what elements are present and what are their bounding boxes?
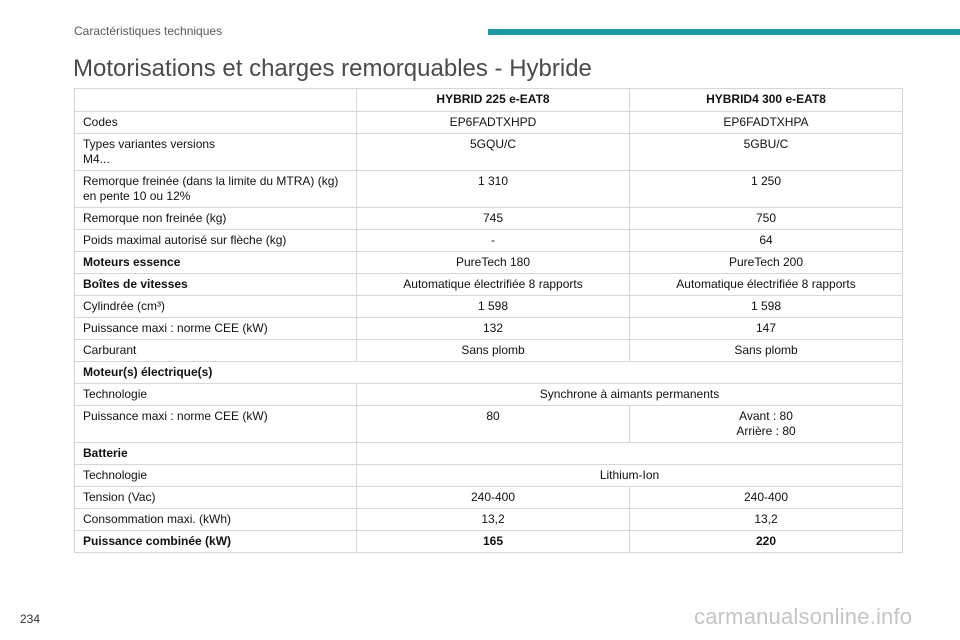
- column-header-empty: [75, 89, 357, 112]
- column-header-hybrid4-300: HYBRID4 300 e-EAT8: [630, 89, 903, 112]
- row-label: Remorque non freinée (kg): [75, 208, 357, 230]
- section-heading-empty: [357, 443, 903, 465]
- spec-table: [74, 88, 903, 553]
- table-row: [75, 171, 903, 208]
- table-row: [75, 531, 903, 553]
- row-value-hybrid4-300: Sans plomb: [630, 340, 903, 362]
- table-row: [75, 384, 903, 406]
- row-label: Carburant: [75, 340, 357, 362]
- watermark: carmanualsonline.info: [694, 604, 913, 629]
- row-value-merged: Lithium-Ion: [357, 465, 903, 487]
- row-value-hybrid225: -: [357, 230, 630, 252]
- row-label: Poids maximal autorisé sur flèche (kg): [75, 230, 357, 252]
- row-value-hybrid4-300: 64: [630, 230, 903, 252]
- row-value-hybrid225: Sans plomb: [357, 340, 630, 362]
- table-row: [75, 465, 903, 487]
- row-value-hybrid225: Automatique électrifiée 8 rapports: [357, 274, 630, 296]
- row-label: Moteurs essence: [75, 252, 357, 274]
- row-value-hybrid225: 132: [357, 318, 630, 340]
- column-header-hybrid225: HYBRID 225 e-EAT8: [357, 89, 630, 112]
- row-value-hybrid225: 5GQU/C: [357, 134, 630, 171]
- row-label: Technologie: [75, 384, 357, 406]
- row-value-hybrid225: 165: [357, 531, 630, 553]
- table-row: [75, 509, 903, 531]
- section-row-electric-motor: [75, 362, 903, 384]
- row-label: Types variantes versions M4...: [75, 134, 357, 171]
- row-label: Puissance maxi : norme CEE (kW): [75, 318, 357, 340]
- table-row: [75, 487, 903, 509]
- row-label: Technologie: [75, 465, 357, 487]
- row-label: Remorque freinée (dans la limite du MTRA) (kg) en pente 10 ou 12%: [75, 171, 357, 208]
- section-row-battery: [75, 443, 903, 465]
- table-row: [75, 134, 903, 171]
- section-label: Caractéristiques techniques: [74, 24, 223, 38]
- row-value-hybrid225: 745: [357, 208, 630, 230]
- row-value-hybrid225: 13,2: [357, 509, 630, 531]
- row-value-hybrid4-300: 13,2: [630, 509, 903, 531]
- row-value-hybrid4-300: PureTech 200: [630, 252, 903, 274]
- row-label: Boîtes de vitesses: [75, 274, 357, 296]
- row-label: Codes: [75, 112, 357, 134]
- page-number: 234: [20, 612, 41, 626]
- page-title: Motorisations et charges remorquables - Hybride: [73, 55, 592, 82]
- row-label: Puissance combinée (kW): [75, 531, 357, 553]
- row-value-hybrid225: 240-400: [357, 487, 630, 509]
- row-value-hybrid225: EP6FADTXHPD: [357, 112, 630, 134]
- table-row: [75, 406, 903, 443]
- row-value-hybrid4-300: Avant : 80 Arrière : 80: [630, 406, 903, 443]
- row-value-hybrid4-300: 1 598: [630, 296, 903, 318]
- row-value-merged: Synchrone à aimants permanents: [357, 384, 903, 406]
- table-row: [75, 318, 903, 340]
- table-row: [75, 230, 903, 252]
- table-row: [75, 252, 903, 274]
- row-value-hybrid225: PureTech 180: [357, 252, 630, 274]
- row-value-hybrid225: 80: [357, 406, 630, 443]
- row-label: Cylindrée (cm³): [75, 296, 357, 318]
- row-value-hybrid4-300: 220: [630, 531, 903, 553]
- row-value-hybrid4-300: 5GBU/C: [630, 134, 903, 171]
- section-heading: Moteur(s) électrique(s): [75, 362, 903, 384]
- row-value-hybrid4-300: 240-400: [630, 487, 903, 509]
- row-value-hybrid4-300: 147: [630, 318, 903, 340]
- table-row: [75, 274, 903, 296]
- row-value-hybrid4-300: 750: [630, 208, 903, 230]
- row-value-hybrid225: 1 598: [357, 296, 630, 318]
- table-row: [75, 340, 903, 362]
- table-header-row: [75, 89, 903, 112]
- row-value-hybrid4-300: EP6FADTXHPA: [630, 112, 903, 134]
- row-value-hybrid4-300: 1 250: [630, 171, 903, 208]
- table-row: [75, 112, 903, 134]
- row-value-hybrid4-300: Automatique électrifiée 8 rapports: [630, 274, 903, 296]
- row-label: Consommation maxi. (kWh): [75, 509, 357, 531]
- row-label: Puissance maxi : norme CEE (kW): [75, 406, 357, 443]
- header-accent-bar: [488, 29, 960, 35]
- table-row: [75, 296, 903, 318]
- table-row: [75, 208, 903, 230]
- section-heading: Batterie: [75, 443, 357, 465]
- row-label: Tension (Vac): [75, 487, 357, 509]
- row-value-hybrid225: 1 310: [357, 171, 630, 208]
